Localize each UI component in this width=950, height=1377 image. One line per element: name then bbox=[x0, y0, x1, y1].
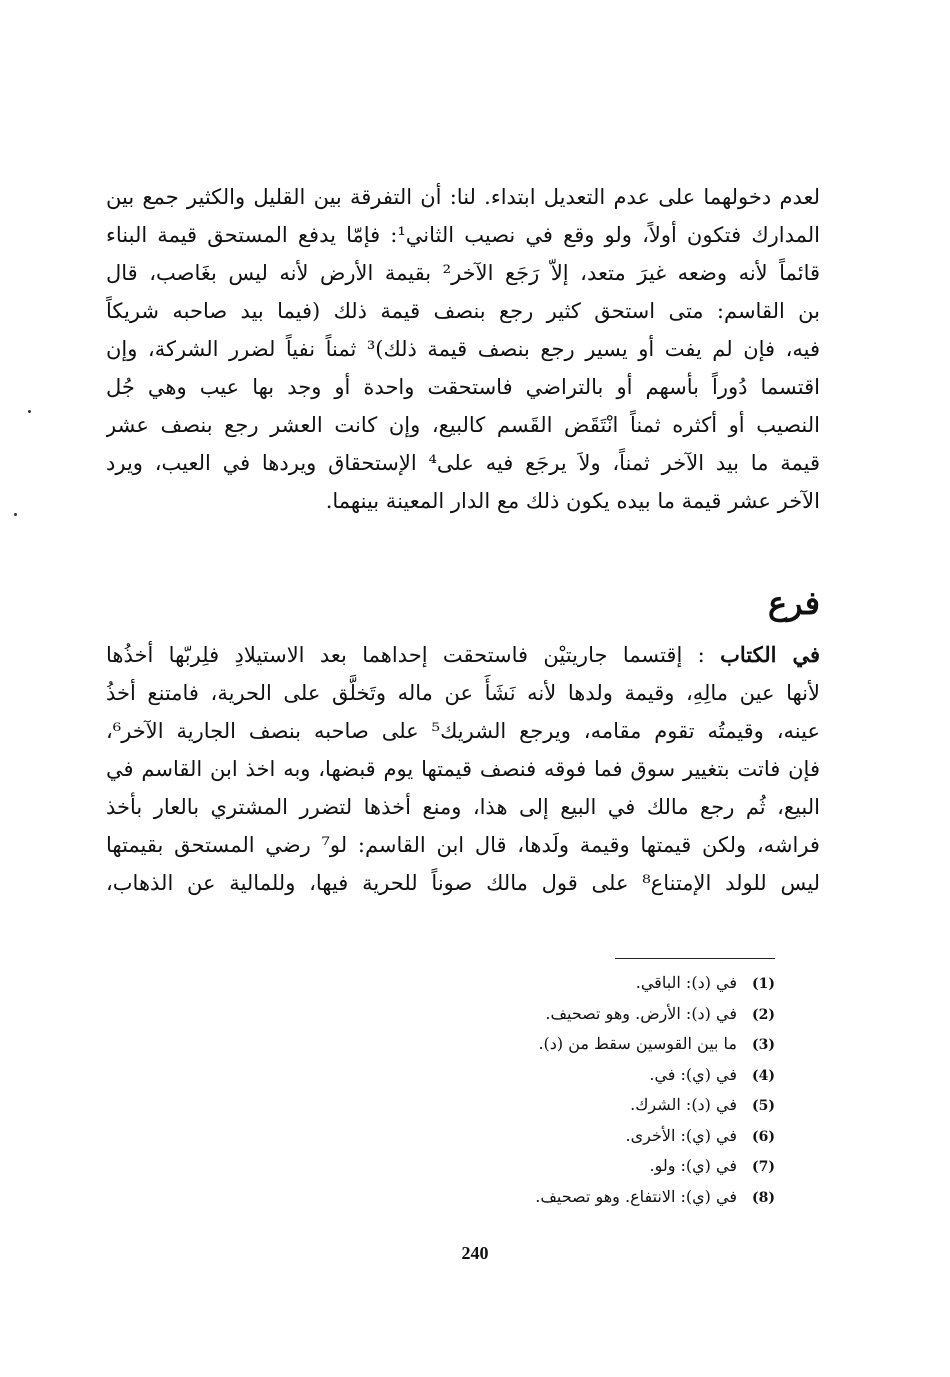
footnote-number: (1) bbox=[752, 976, 775, 992]
lead-text: : إقتسما جاريتيْن فاستحقت إحداهما بعد الاستيلادِ فلِربّها أخذُها bbox=[106, 643, 721, 667]
text-line: بن القاسم: متى استحق كثير رجع بنصف قيمة ذلك (فيما بيد صاحبه شريكاً bbox=[106, 299, 820, 323]
footnote-number: (7) bbox=[752, 1159, 775, 1175]
footnote-item bbox=[275, 1029, 775, 1060]
text-line: لأنها عين مالِهِ، وقيمة ولدها لأنه نَشَأَ عن ماله وتَخلَّق على الحرية، فامتنع أخذُ bbox=[106, 681, 820, 705]
footnote-divider bbox=[615, 958, 775, 959]
footnote-number: (4) bbox=[752, 1067, 775, 1084]
footnote-item bbox=[275, 999, 775, 1030]
footnotes bbox=[275, 968, 775, 1212]
text-line: النصيب أو أكثره ثمناً انْتَقَض القَسم كالبيع، وإن كانت العشر رجع بنصف عشر bbox=[106, 413, 820, 437]
footnote-number: (5) bbox=[752, 1098, 775, 1114]
paragraph-main bbox=[106, 178, 820, 520]
text-line: ليس للولد الإمتناع⁸ على قول مالك صوناً للحرية فيها، وللمالية عن الذهاب، bbox=[106, 871, 820, 895]
footnote-text: في (د): الباقي. bbox=[635, 973, 737, 992]
scan-speck bbox=[28, 410, 31, 413]
footnote-text: في (د): الأرض. وهو تصحيف. bbox=[545, 1003, 737, 1023]
text-line: اقتسما دُوراً بأسهم أو بالتراضي فاستحقت واحدة أو وجد بها عيب وهي جُل bbox=[106, 375, 820, 399]
text-line: عينه، وقيمتُه تقوم مقامه، ويرجع الشريك⁵ على صاحبه بنصف الجارية الآخر⁶، bbox=[106, 719, 820, 743]
text-line: فإن فاتت بتغيير سوق فما فوقه فنصف قيمتها يوم قبضها، وبه اخذ ابن القاسم في bbox=[106, 757, 820, 781]
text-line: لعدم دخولهما على عدم التعديل ابتداء. لنا: أن التفرقة بين القليل والكثير جمع بين bbox=[106, 185, 820, 209]
text-line: الآخر عشر قيمة ما بيده يكون ذلك مع الدار المعينة بينهما. bbox=[325, 489, 820, 513]
text-line-lead bbox=[106, 636, 820, 674]
page-number: 240 bbox=[461, 1243, 489, 1263]
footnote-item bbox=[275, 1121, 775, 1152]
footnote-number: (2) bbox=[752, 1006, 775, 1023]
section-heading: فرع bbox=[767, 584, 820, 622]
footnote-number: (6) bbox=[752, 1128, 775, 1145]
footnote-item bbox=[275, 1090, 775, 1121]
paragraph-branch bbox=[106, 636, 820, 902]
footnote-text: في (ي): الانتفاع. وهو تصحيف. bbox=[535, 1186, 737, 1206]
footnote-item bbox=[275, 1151, 775, 1182]
text-line: البيع، ثُم رجع مالك في البيع إلى هذا، ومنع أخذها لتضرر المشتري بالعار بأخذ bbox=[106, 795, 820, 819]
text-line: المدارك فتكون أولاً، ولو وقع في نصيب الثاني¹: فإمّا يدفع المستحق قيمة البناء bbox=[106, 223, 820, 247]
footnote-text: في (ي): ولو. bbox=[649, 1156, 737, 1175]
text-line: قائماً لأنه وضعه غيرَ متعد، إلاّ رَجَع الآخر² بقيمة الأرض لأنه ليس بغَاصب، قال bbox=[106, 261, 820, 285]
text-line: فيه، فإن لم يفت أو يسير رجع بنصف قيمة ذلك)³ ثمناً نفياً لضرر الشركة، وإن bbox=[106, 337, 820, 361]
footnote-item bbox=[275, 968, 775, 999]
footnote-text: في (د): الشرك. bbox=[630, 1095, 737, 1114]
footnote-item bbox=[275, 1060, 775, 1091]
footnote-text: في (ي): في. bbox=[649, 1064, 737, 1084]
text-line: فراشه، ولكن قيمتها وقيمة ولَدها، قال ابن القاسم: لو⁷ رضي المستحق بقيمتها bbox=[106, 833, 820, 857]
scan-speck bbox=[14, 513, 17, 516]
footnote-text: ما بين القوسين سقط من (د). bbox=[538, 1034, 737, 1053]
footnote-text: في (ي): الأخرى. bbox=[625, 1125, 737, 1145]
lead-bold-term: في الكتاب bbox=[720, 642, 820, 667]
footnote-number: (3) bbox=[752, 1037, 775, 1053]
footnote-number: (8) bbox=[752, 1189, 775, 1206]
text-line: قيمة ما بيد الآخر ثمناً، ولاَ يرجَع فيه على⁴ الإستحقاق ويردها في العيب، ويرد bbox=[106, 451, 820, 475]
footnote-item bbox=[275, 1182, 775, 1213]
